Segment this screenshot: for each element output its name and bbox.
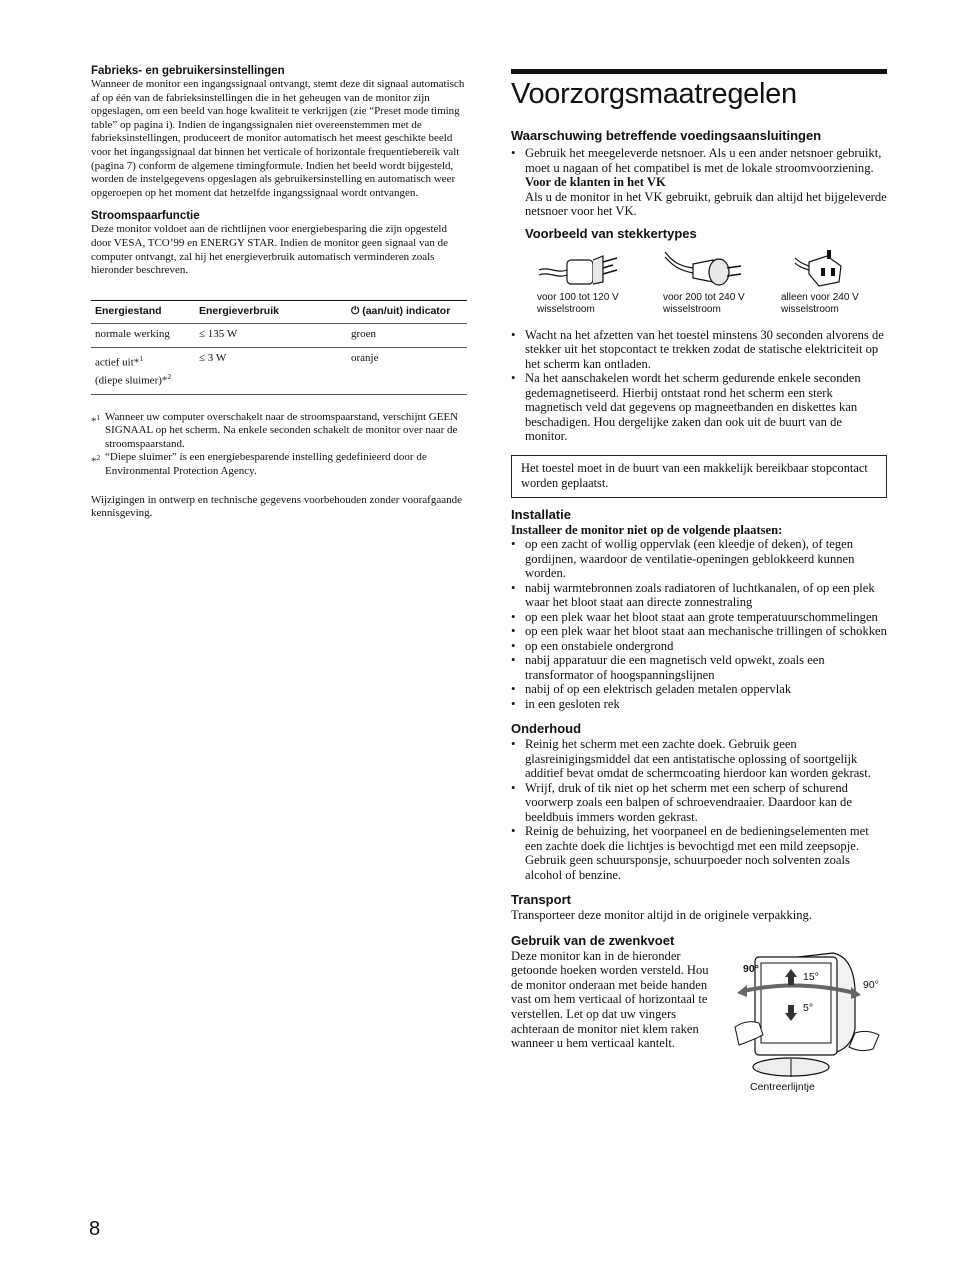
cell-mode: normale werking [95,328,170,341]
mode-text-2: (diepe sluimer)* [95,374,168,387]
table-row [91,348,467,394]
footnote-mark: *$^1$ [91,412,101,428]
footnote-text: “Diepe sluimer” is een energiebesparende instelling gedefinieerd door de Environmental Protection Agency. [105,451,427,477]
list-item: • op een zacht of wollig oppervlak (een kleedje of deken), of tegen gordijnen, waardoor de ventilatie-openingen geblokkeerd kunnen worden. [511,537,855,581]
list-item: • Wrijf, druk of tik niet op het scherm met een scherp of schurend voorwerp zoals een balpen of schroevendraaier. Daardoor kan de beeldbuis immers worden gekrast. [511,780,852,824]
install-subheading: Installeer de monitor niet op de volgende plaatsen: [511,522,783,537]
cell-mode [91,348,195,394]
footnote-ref: 2 [167,371,172,381]
cell-indicator: groen [351,328,377,341]
list-item: • Reinig de behuizing, het voorpaneel en de bedieningselementen met een zachte doek die lichtjes is bevochtigd met een mild zeepsopje. Gebruik geen schuursponsje, schuurpoeder noch solventen zoals alcohol of benzine. [511,824,869,882]
transport-heading: Transport [511,892,571,908]
footnote [91,451,467,478]
swivel-figure [733,949,893,1109]
uk-text: Als u de monitor in het VK gebruikt, gebruik dan altijd het bijgeleverde netsnoer voor het VK. [525,189,887,218]
list-item: • nabij warmtebronnen zoals radiatoren of luchtkanalen, of op een plek waar het bloot staat aan directe zonnestraling [511,580,875,610]
power-heading: Stroomspaarfunctie [91,210,200,223]
footnote-mark: *$^2$ [91,453,101,468]
col-header-indicator: ⏻ (aan/uit) indicator [351,304,451,317]
table-row [91,324,467,348]
list-item: • op een onstabiele ondergrond [511,638,674,653]
list-item: • nabij apparatuur die een magnetisch veld opwekt, zoals een transformator of hoogspanningslijnen [511,653,825,682]
angle-right-label: 90° [863,978,879,991]
power-text: Deze monitor voldoet aan de richtlijnen voor energiebesparing die zijn opgesteld door VESA, TCO’99 en ENERGY STAR. Indien de monitor geen signaal van de computer ontvangt, zal hij het energieverbruik automatisch verminderen zoals hieronder beschreven. [91,223,448,277]
list-item: • Reinig het scherm met een zachte doek. Gebruik geen glasreinigingsmiddel dat een antistatische oplossing of soortgelijk additief bevat omdat de schermcoating hierdoor kan worden gekrast. [511,737,871,781]
tilt-down-label: 5° [803,1001,814,1014]
table-header-row [91,300,467,324]
list-item: • in een gesloten rek [511,696,620,711]
cell-power: ≤ 135 W [199,328,238,341]
footnotes [91,411,467,479]
col-header-mode: Energiestand [95,304,162,317]
cell-power: ≤ 3 W [199,352,227,365]
footnote-text: Wanneer uw computer overschakelt naar de stroomspaarstand, verschijnt GEEN SIGNAAL op het scherm. Na enkele seconden schakelt de monitor over naar de stroomspaarstand. [105,410,459,450]
footnote-ref: 1 [139,354,144,364]
list-item: • op een plek waar het bloot staat aan grote temperatuurschommelingen [511,609,878,624]
col-header-power: Energieverbruik [199,304,279,317]
swivel-heading: Gebruik van de zwenkvoet [511,932,675,948]
disclaimer: Wijzigingen in ontwerp en technische gegevens voorbehouden zonder voorafgaande kennisgeving. [91,493,462,520]
plug-figures [511,248,887,324]
swivel-section [511,949,887,1109]
plug-caption: alleen voor 240 V wisselstroom [781,291,859,315]
list-item: • op een plek waar het bloot staat aan mechanische trillingen of schokken [511,624,887,639]
plug-heading: Voorbeeld van stekkertypes [525,225,697,241]
page-number: 8 [89,1218,101,1240]
warning-heading: Waarschuwing betreffende voedingsaansluitingen [511,128,822,143]
plug-eu-icon [663,248,753,295]
list-item: • Gebruik het meegeleverde netsnoer. Als u een ander netsnoer gebruikt, moet u nagaan of het compatibel is met de lokale stroomvoorziening. Voor de klanten in het VK Als u de monitor in het VK gebruikt, gebruik dan altijd het bijgeleverde netsnoer voor het VK. [511,146,887,218]
center-mark-label: Centreerlijntje [750,1080,815,1093]
energy-table [91,300,467,395]
install-list [511,537,887,711]
footnote [91,411,467,452]
factory-text: Wanneer de monitor een ingangssignaal ontvangt, stemt deze dit signaal automatisch af op één van de fabrieksinstellingen die in het geheugen van de monitor zijn opgeslagen, om een beeld van hoge kwaliteit te verkrijgen (zie “Preset mode timing table” op pagina i). Indien de ingangssignalen niet overeenstemmen met de fabrieksinstellingen, produceert de monitor automatisch het meest geschikte beeld voor het ingangssignaal dat binnen het verticale of horizontale frequentiebereik valt (pagina 7) conform de algemene timingformule. Indien het beeld wordt bijgesteld, worden de instelgegevens opgeslagen als gebruikersinstelling en automatisch weer opgeroepen op het moment dat hetzelfde ingangssignaal wordt ontvangen. [91,78,465,199]
mode-text: actief uit* [95,356,140,369]
plug-caption: voor 100 tot 120 V wisselstroom [537,291,619,315]
transport-text: Transporteer deze monitor altijd in de originele verpakking. [511,908,813,923]
uk-heading: Voor de klanten in het VK [525,175,666,189]
plug-uk-icon [793,248,853,295]
maint-heading: Onderhoud [511,721,582,737]
cell-indicator: oranje [351,352,379,365]
install-heading: Installatie [511,506,571,522]
warning-list [511,146,887,219]
maint-list [511,737,887,882]
page-title: Voorzorgsmaatregelen [511,69,887,112]
left-column [91,64,467,521]
list-item: • nabij of op een elektrisch geladen metalen oppervlak [511,682,792,697]
list-item: • Wacht na het afzetten van het toestel minstens 30 seconden alvorens de stekker uit het stopcontact te trekken zodat de statische elektriciteit op het scherm kan ontladen. [511,327,884,371]
after-plug-list [511,328,887,444]
right-column [511,69,887,1109]
swivel-text: Deze monitor kan in de hieronder getoonde hoeken worden versteld. Hou de monitor onderaan met beide handen vast om hem verticaal of horizontaal te verstellen. Let op dat uw vingers achteraan de monitor niet klem raken wanneer u hem verticaal kantelt. [511,948,709,1051]
note-box: Het toestel moet in de buurt van een makkelijk bereikbaar stopcontact worden geplaatst. [511,455,887,498]
factory-heading: Fabrieks- en gebruikersinstellingen [91,65,285,77]
list-item: • Na het aanschakelen wordt het scherm gedurende enkele seconden gedemagnetiseerd. Hierbij ontstaat rond het scherm een sterk magnetisch veld dat gegevens op magneetbanden en diskettes kan beschadigen. Hou dergelijke zaken dan ook uit de buurt van de monitor. [511,371,861,443]
angle-left-label: 90° [743,962,759,975]
plug-caption: voor 200 tot 240 V wisselstroom [663,291,745,315]
plug-us-icon [537,248,627,295]
tilt-up-label: 15° [803,970,819,983]
